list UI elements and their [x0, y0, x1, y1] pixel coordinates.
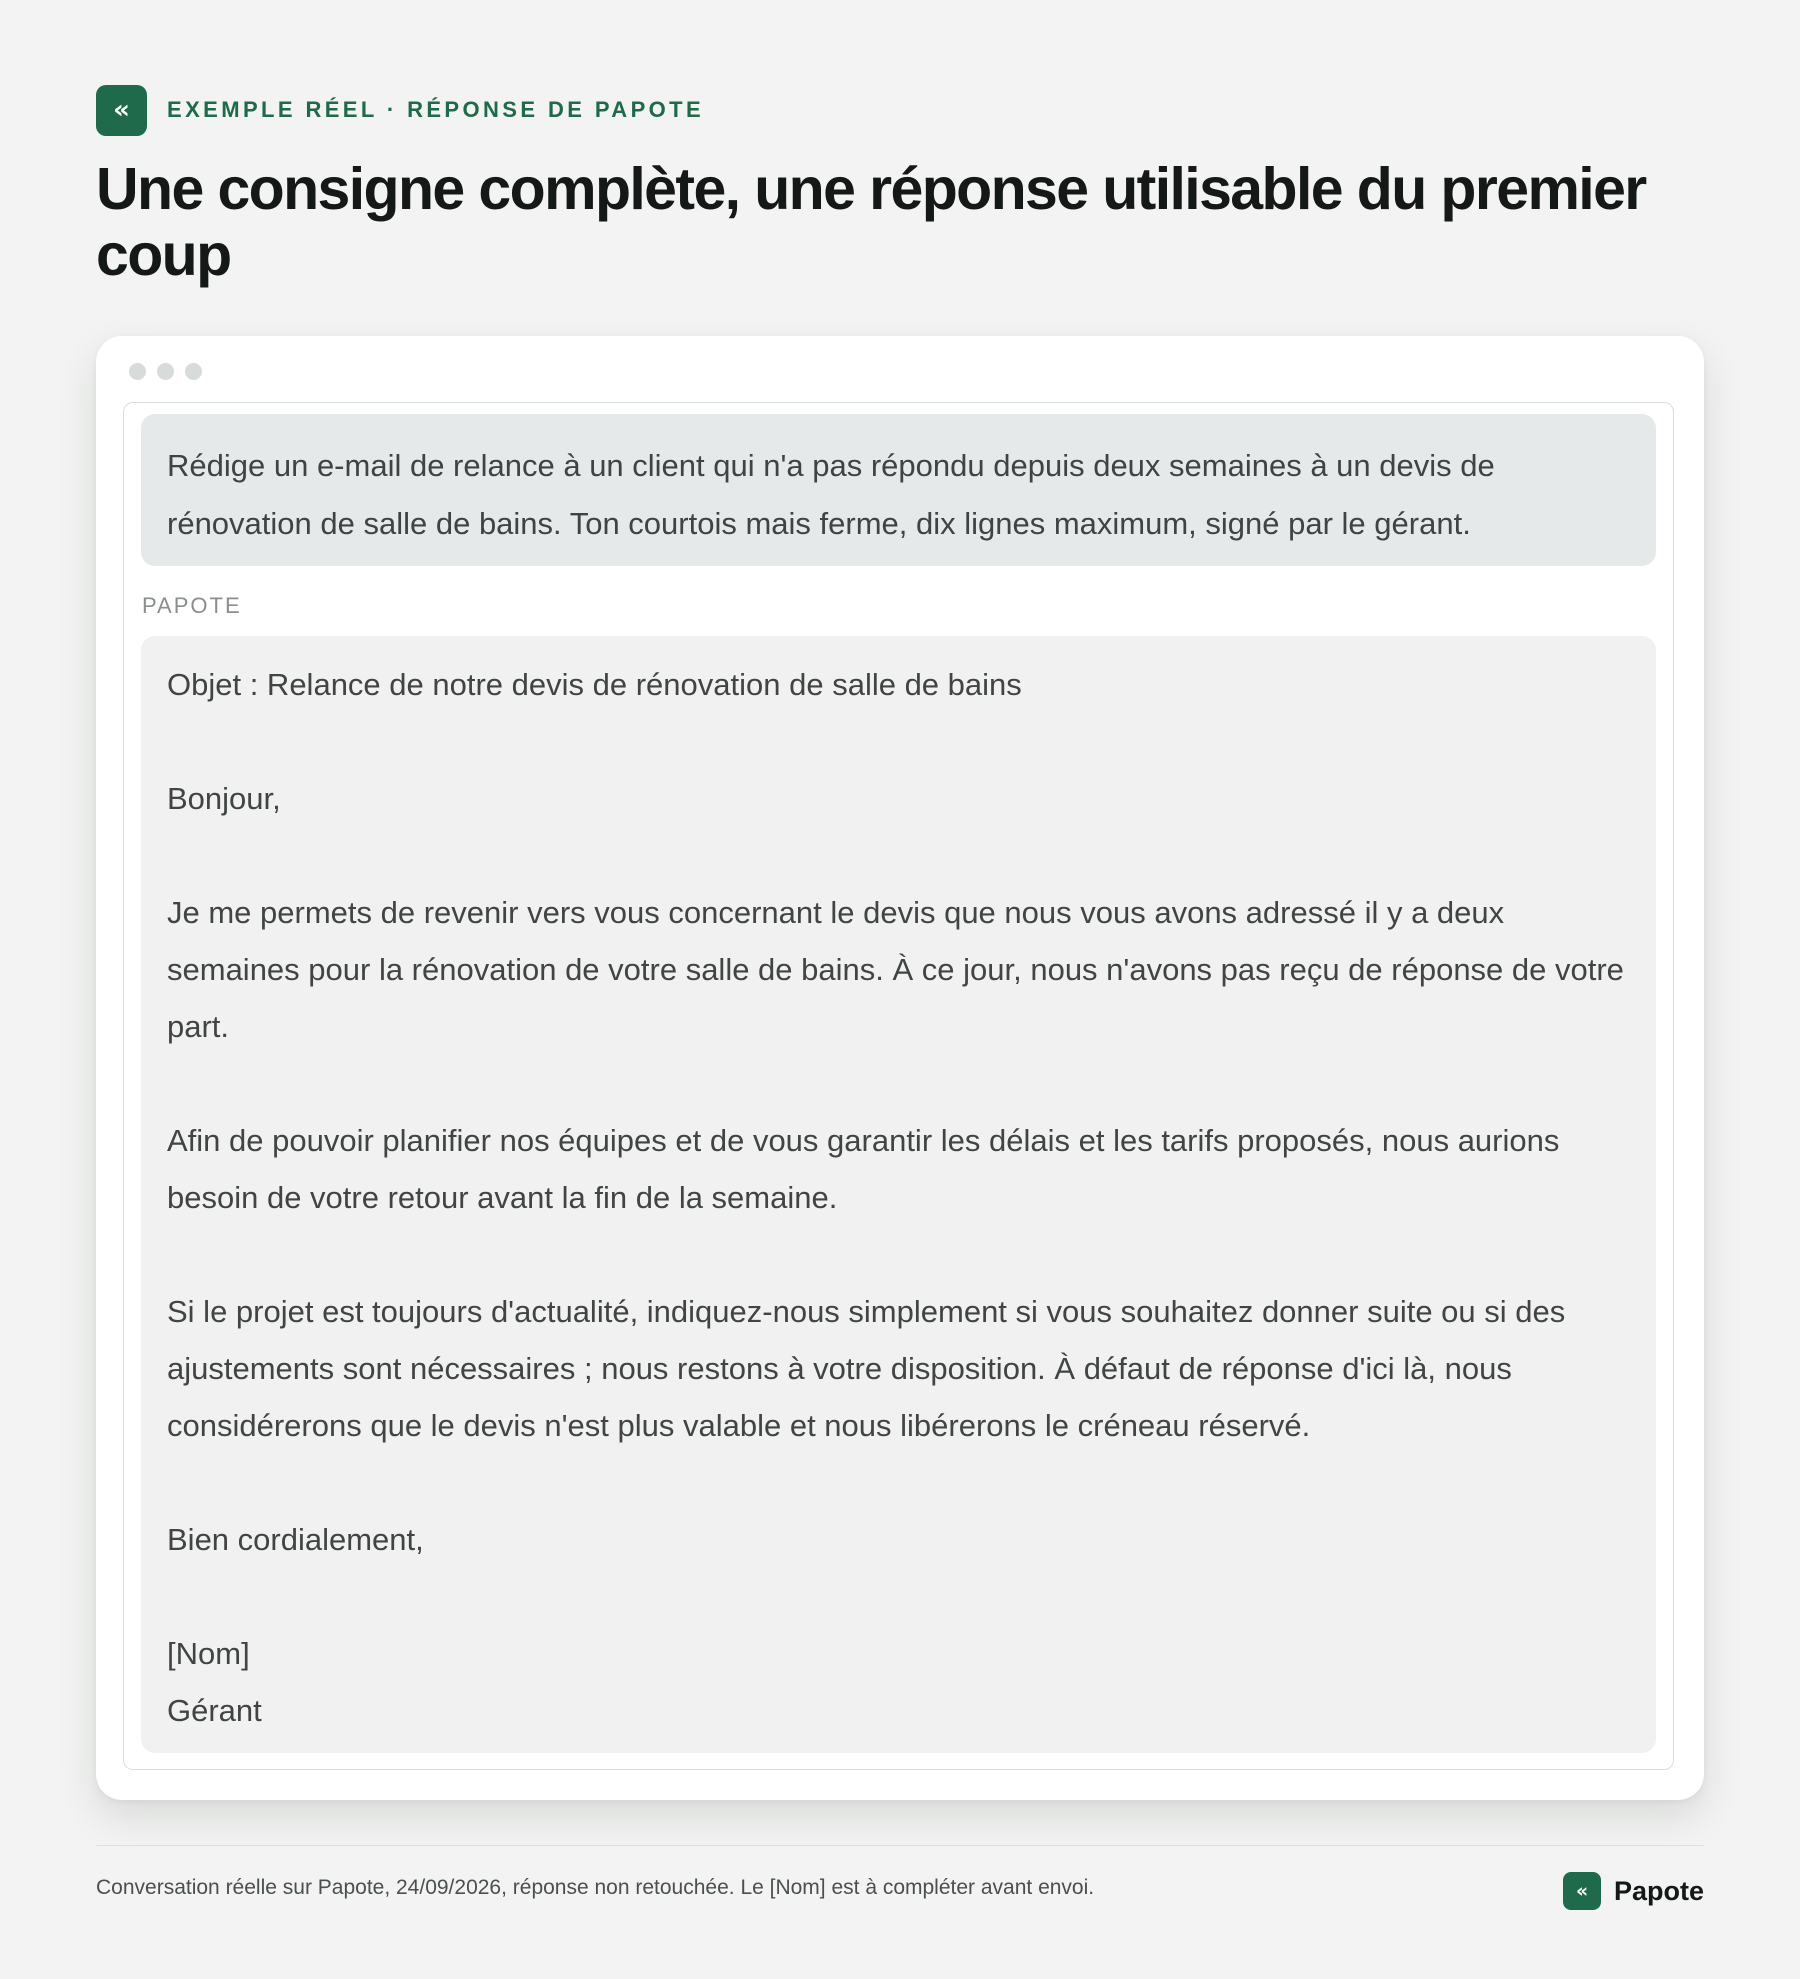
assistant-reply-bubble: [141, 636, 1656, 1753]
quote-icon: «: [96, 85, 147, 136]
page-title: Une consigne complète, une réponse utilisable du premier coup: [96, 156, 1646, 288]
email-greeting: Bonjour,: [167, 781, 281, 816]
window-dot-icon: [129, 363, 146, 380]
brand-name: Papote: [1613, 1875, 1704, 1906]
eyebrow: [96, 84, 1704, 136]
email-signature-role: Gérant: [167, 1693, 262, 1728]
email-paragraph: Si le projet est toujours d'actualité, indiquez-nous simplement si vous souhaitez donner suite ou si des ajustements sont nécessaires ; nous restons à votre disposition. À défaut de réponse d'ici là, nous considérerons que le devis n'est plus valable et nous libérerons le créneau réservé.: [167, 1294, 1566, 1443]
email-signature-name: [Nom]: [167, 1636, 250, 1671]
footer-brand: [1563, 1872, 1704, 1910]
window-dot-icon: [185, 363, 202, 380]
assistant-sender-label: PAPOTE: [142, 593, 242, 618]
page-header: [96, 84, 1704, 288]
user-prompt-bubble: Rédige un e-mail de relance à un client qui n'a pas répondu depuis deux semaines à un devis de rénovation de salle de bains. Ton courtois mais ferme, dix lignes maximum, signé par le gérant.: [141, 414, 1656, 566]
window-controls: [129, 363, 202, 380]
chat-window: [96, 336, 1704, 1800]
eyebrow-label: EXEMPLE RÉEL · RÉPONSE DE PAPOTE: [167, 97, 705, 122]
footer-note: Conversation réelle sur Papote, 24/09/2026, réponse non retouchée. Le [Nom] est à compléter avant envoi.: [96, 1876, 1095, 1899]
email-closing: Bien cordialement,: [167, 1522, 424, 1557]
conversation-frame: [123, 402, 1674, 1770]
email-paragraph: Je me permets de revenir vers vous concernant le devis que nous vous avons adressé il y a deux semaines pour la rénovation de votre salle de bains. À ce jour, nous n'avons pas reçu de réponse de votre part.: [167, 895, 1624, 1044]
footer-divider: [96, 1845, 1704, 1846]
email-subject: Objet : Relance de notre devis de rénovation de salle de bains: [167, 667, 1022, 702]
email-paragraph: Afin de pouvoir planifier nos équipes et de vous garantir les délais et les tarifs proposés, nous aurions besoin de votre retour avant la fin de la semaine.: [167, 1123, 1560, 1215]
quote-icon: «: [1563, 1872, 1601, 1910]
window-dot-icon: [157, 363, 174, 380]
